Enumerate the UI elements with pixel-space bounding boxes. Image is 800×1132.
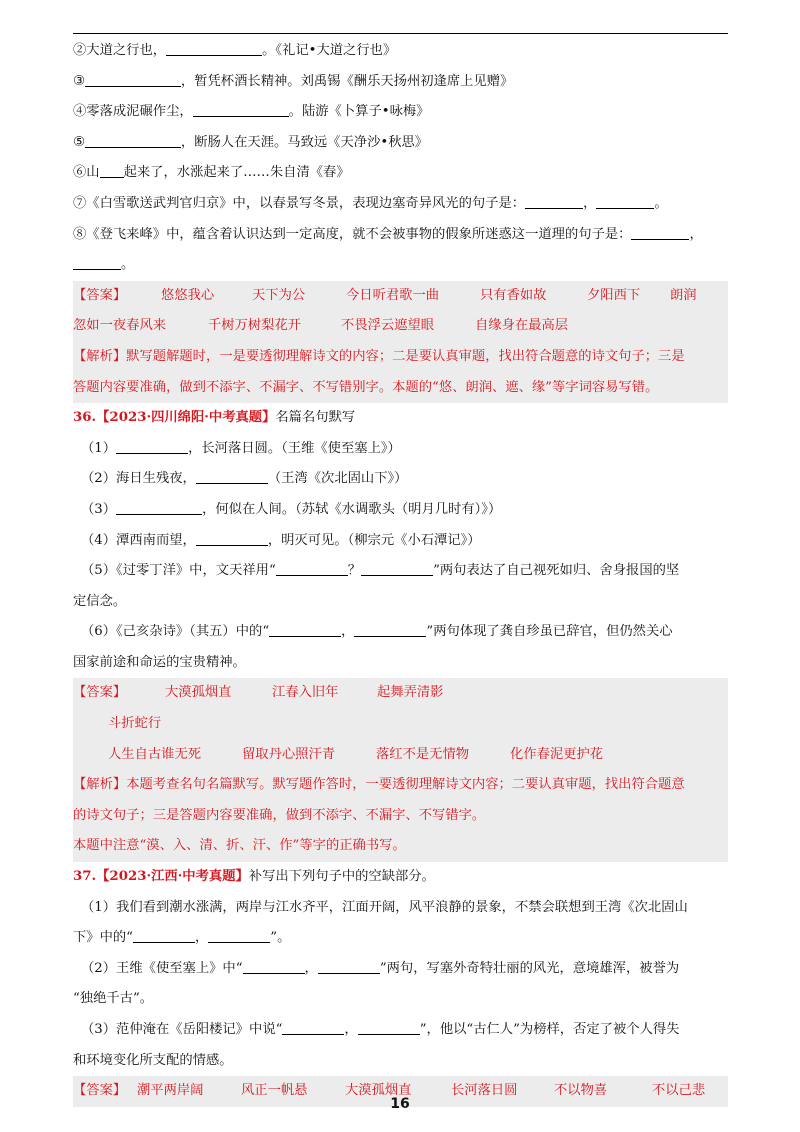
answer-blank[interactable] xyxy=(196,531,268,546)
page-content xyxy=(73,36,728,1107)
poem-line-4: ④零落成泥碾作尘， 。陆游《卜算子•咏梅》 xyxy=(73,104,430,120)
question-item-cont: “独绝千古”。 xyxy=(73,991,154,1007)
page-number: 16 xyxy=(390,1096,410,1112)
answer-row: 【答案】 潮平两岸阔 风正一帆悬 大漠孤烟直 长河落日圆 不以物喜 不以己悲 xyxy=(73,1083,706,1099)
analysis-line: 本题中注意“漠、入、清、折、汗、作”等字的正确书写。 xyxy=(73,838,406,854)
analysis-line: 【解析】本题考查名句名篇默写。默写题作答时，一要透彻理解诗文内容；二要认真审题，找出符合题意 xyxy=(73,777,685,793)
question-item: （3）范仲淹在《岳阳楼记》中说“ ， ”，他以“古仁人”为榜样，否定了被个人得失 xyxy=(81,1022,680,1037)
question-item: （2）王维《使至塞上》中“ ， ”两句，写塞外奇特壮丽的风光，意境雄浑，被誉为 xyxy=(81,960,680,976)
answer-blank[interactable] xyxy=(269,622,341,637)
poem-line-8-cont: 。 xyxy=(73,250,728,281)
answer-blank[interactable] xyxy=(166,41,262,56)
answer-blank[interactable] xyxy=(282,1020,344,1035)
answer-blank[interactable] xyxy=(85,133,181,148)
answer-blank[interactable] xyxy=(525,194,583,209)
analysis-line: 答题内容要准确，做到不添字、不漏字、不写错别字。本题的“悠、朗润、遮、缘”等字词容易写错。 xyxy=(73,379,659,395)
answer-row: 【答案】 大漠孤烟直 江春入旧年 起舞弄清影 xyxy=(73,685,444,701)
answer-blank[interactable] xyxy=(243,959,305,974)
question-item-cont: 国家前途和命运的宝贵精神。 xyxy=(73,654,246,670)
answer-row: 忽如一夜春风来 千树万树梨花开 不畏浮云遮望眼 自缘身在最高层 xyxy=(73,318,569,334)
question-item: （4）潭西南而望， ，明灭可见。（柳宗元《小石潭记》） xyxy=(81,532,481,548)
answer-row: 斗折蛇行 xyxy=(108,716,162,732)
poem-line-3: ③ ，暂凭杯酒长精神。刘禹锡《酬乐天扬州初逢席上见赠》 xyxy=(73,73,514,89)
answer-blank[interactable] xyxy=(318,959,380,974)
analysis-line: 【解析】默写题解题时，一是要透彻理解诗文的内容；二是要认真审题，找出符合题意的诗文句子；三是 xyxy=(73,348,685,364)
answer-blank[interactable] xyxy=(196,469,268,484)
answer-block-35 xyxy=(73,281,728,403)
question-item-cont: 和环境变化所支配的情感。 xyxy=(73,1052,233,1068)
header-rule xyxy=(73,33,728,34)
answer-blank[interactable] xyxy=(276,561,348,576)
question-item-cont: 下》中的“ ， ”。 xyxy=(73,930,291,946)
answer-blank[interactable] xyxy=(631,225,689,240)
question-item: （3） ，何似在人间。（苏轼《水调歌头（明月几时有）》） xyxy=(81,501,502,517)
answer-blank[interactable] xyxy=(354,622,426,637)
poem-line-8: ⑧《登飞来峰》中，蕴含着认识达到一定高度，就不会被事物的假象所迷惑这一道理的句子是： ， xyxy=(73,226,703,242)
question-item: （5）《过零丁洋》中，文天祥用“ ？ ”两句表达了自己视死如归、舍身报国的坚 xyxy=(81,563,680,579)
poem-line-2: ②大道之行也， 。《礼记•大道之行也》 xyxy=(73,43,397,58)
answer-row: 【答案】 悠悠我心 天下为公 今日听君歌一曲 只有香如故 夕阳西下 朗润 xyxy=(73,287,697,303)
question-37-heading: 37.【2023·江西·中考真题】补写出下列句子中的空缺部分。 xyxy=(73,869,435,885)
poem-line-6: ⑥山 起来了，水涨起来了……朱自清《春》 xyxy=(73,165,350,181)
answer-blank[interactable] xyxy=(73,255,121,270)
answer-row: 人生自古谁无死 留取丹心照汗青 落红不是无情物 化作春泥更护花 xyxy=(108,746,604,762)
analysis-line: 的诗文句子；三是答题内容要准确，做到不添字、不漏字、不写错字。 xyxy=(73,807,486,823)
answer-blank[interactable] xyxy=(133,928,195,943)
answer-blank[interactable] xyxy=(358,1020,420,1035)
question-36-heading: 36.【2023·四川绵阳·中考真题】名篇名句默写 xyxy=(73,410,356,426)
answer-blank[interactable] xyxy=(116,439,188,454)
question-item: （6）《己亥杂诗》（其五）中的“ ， ”两句体现了龚自珍虽已辞官，但仍然关心 xyxy=(81,624,673,640)
question-item: （1） ，长河落日圆。（王维《使至塞上》） xyxy=(81,440,401,456)
poem-line-7: ⑦《白雪歌送武判官归京》中，以春景写冬景，表现边塞奇异风光的句子是： ， 。 xyxy=(73,195,668,211)
answer-block-36 xyxy=(73,678,728,862)
question-item: （2）海日生残夜， （王湾《次北固山下》） xyxy=(81,471,408,487)
answer-blank[interactable] xyxy=(208,928,270,943)
answer-blank[interactable] xyxy=(85,72,181,87)
answer-blank[interactable] xyxy=(116,500,202,515)
answer-blank[interactable] xyxy=(193,102,289,117)
question-item: （1）我们看到潮水涨满，两岸与江水齐平，江面开阔，风平浪静的景象，不禁会联想到王湾《次北固山 xyxy=(81,899,688,915)
answer-blank[interactable] xyxy=(596,194,654,209)
question-item-cont: 定信念。 xyxy=(73,593,127,609)
answer-blank[interactable] xyxy=(100,163,124,178)
poem-line-5: ⑤ ，断肠人在天涯。马致远《天净沙•秋思》 xyxy=(73,134,429,150)
answer-blank[interactable] xyxy=(361,561,433,576)
